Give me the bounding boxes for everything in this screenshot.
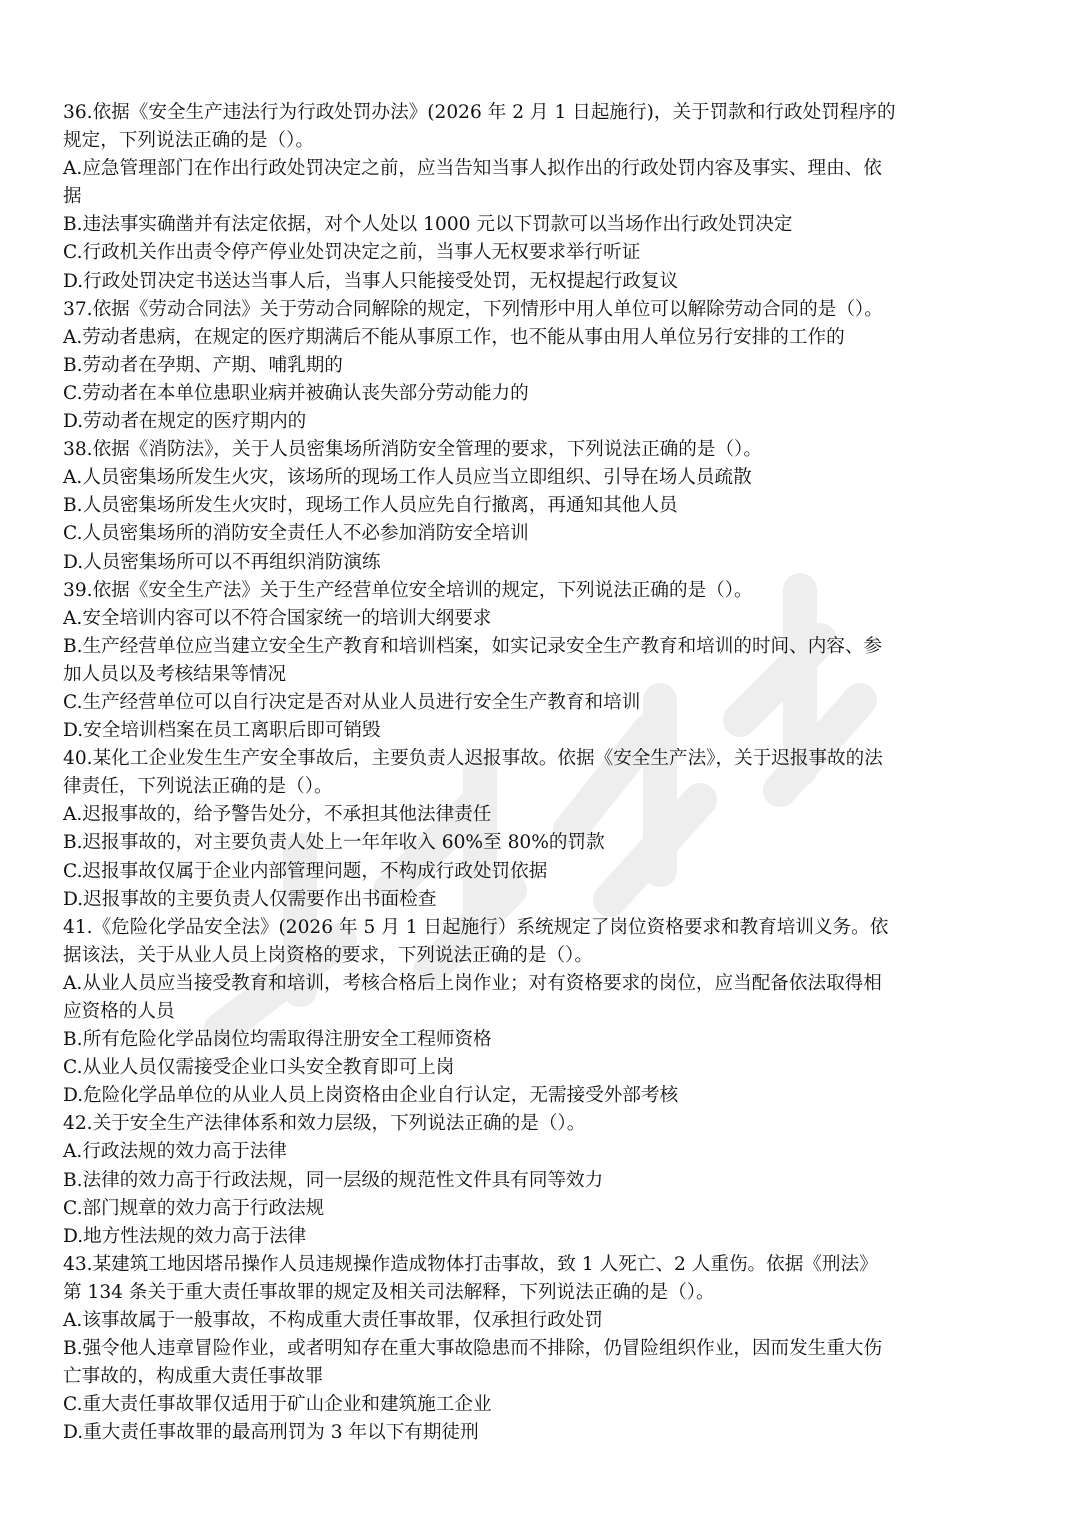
answer-option-line: C.迟报事故仅属于企业内部管理问题，不构成行政处罚依据 — [63, 860, 548, 882]
question-stem-line: 39.依据《安全生产法》关于生产经营单位安全培训的规定，下列说法正确的是（）。 — [63, 579, 753, 601]
question-list — [63, 99, 1023, 1448]
question-stem-line: 36.依据《安全生产违法行为行政处罚办法》(2026 年 2 月 1 日起施行)，关于罚款和行政处罚程序的 — [63, 102, 896, 123]
answer-option-line: C.生产经营单位可以自行决定是否对从业人员进行安全生产教育和培训 — [63, 691, 641, 713]
answer-option-line: 亡事故的，构成重大责任事故罪 — [63, 1366, 324, 1388]
question-block — [63, 99, 1023, 296]
answer-option-line: C.劳动者在本单位患职业病并被确认丧失部分劳动能力的 — [63, 382, 529, 404]
question-stem-line: 规定，下列说法正确的是（）。 — [63, 130, 315, 152]
answer-option-line: A.该事故属于一般事故，不构成重大责任事故罪，仅承担行政处罚 — [63, 1310, 603, 1332]
answer-option-line: A.应急管理部门在作出行政处罚决定之前，应当告知当事人拟作出的行政处罚内容及事实、理由、依 — [63, 158, 882, 180]
question-stem-line: 第 134 条关于重大责任事故罪的规定及相关司法解释，下列说法正确的是（）。 — [63, 1281, 715, 1303]
answer-option-line: D.安全培训档案在员工离职后即可销毁 — [63, 720, 381, 742]
answer-option-line: B.法律的效力高于行政法规，同一层级的规范性文件具有同等效力 — [63, 1169, 604, 1191]
question-block — [63, 745, 1023, 914]
question-stem-line: 43.某建筑工地因塔吊操作人员违规操作造成物体打击事故，致 1 人死亡、2 人重伤。依据《刑法》 — [63, 1253, 878, 1275]
answer-option-line: A.安全培训内容可以不符合国家统一的培训大纲要求 — [63, 607, 492, 629]
question-stem-line: 40.某化工企业发生生产安全事故后，主要负责人迟报事故。依据《安全生产法》，关于迟报事故的法 — [63, 748, 883, 770]
answer-option-line: D.劳动者在规定的医疗期内的 — [63, 411, 307, 433]
answer-option-line: D.危险化学品单位的从业人员上岗资格由企业自行认定，无需接受外部考核 — [63, 1085, 679, 1107]
question-stem-line: 律责任，下列说法正确的是（）。 — [63, 776, 333, 798]
question-stem-line: 据该法，关于从业人员上岗资格的要求，下列说法正确的是（）。 — [63, 944, 593, 966]
answer-option-line: D.重大责任事故罪的最高刑罚为 3 年以下有期徒刑 — [63, 1422, 479, 1444]
question-block — [63, 296, 1023, 436]
answer-option-line: C.重大责任事故罪仅适用于矿山企业和建筑施工企业 — [63, 1394, 492, 1416]
question-stem-line: 37.依据《劳动合同法》关于劳动合同解除的规定，下列情形中用人单位可以解除劳动合同的是（）。 — [63, 298, 883, 320]
question-block — [63, 577, 1023, 746]
answer-option-line: A.行政法规的效力高于法律 — [63, 1141, 287, 1163]
question-block — [63, 914, 1023, 1111]
answer-option-line: A.从业人员应当接受教育和培训，考核合格后上岗作业；对有资格要求的岗位，应当配备依法取得相 — [63, 972, 882, 994]
answer-option-line: C.部门规章的效力高于行政法规 — [63, 1197, 325, 1219]
question-stem-line: 38.依据《消防法》，关于人员密集场所消防安全管理的要求，下列说法正确的是（）。 — [63, 439, 762, 461]
answer-option-line: B.生产经营单位应当建立安全生产教育和培训档案，如实记录安全生产教育和培训的时间、内容、参 — [63, 635, 883, 657]
answer-option-line: B.劳动者在孕期、产期、哺乳期的 — [63, 354, 343, 376]
answer-option-line: 应资格的人员 — [63, 1001, 175, 1022]
answer-option-line: B.人员密集场所发生火灾时，现场工作人员应先自行撤离，再通知其他人员 — [63, 495, 678, 517]
answer-option-line: D.迟报事故的主要负责人仅需要作出书面检查 — [63, 888, 437, 910]
answer-option-line: C.从业人员仅需接受企业口头安全教育即可上岗 — [63, 1057, 455, 1079]
answer-option-line: D.地方性法规的效力高于法律 — [63, 1225, 307, 1247]
question-block — [63, 436, 1023, 576]
question-stem-line: 41.《危险化学品安全法》(2026 年 5 月 1 日起施行）系统规定了岗位资格要求和教育培训义务。依 — [63, 916, 889, 938]
answer-option-line: B.迟报事故的，对主要负责人处上一年年收入 60%至 80%的罚款 — [63, 832, 605, 854]
answer-option-line: D.行政处罚决定书送达当事人后，当事人只能接受处罚，无权提起行政复议 — [63, 270, 679, 292]
answer-option-line: A.劳动者患病，在规定的医疗期满后不能从事原工作，也不能从事由用人单位另行安排的工作的 — [63, 326, 845, 348]
answer-option-line: A.人员密集场所发生火灾，该场所的现场工作人员应当立即组织、引导在场人员疏散 — [63, 467, 752, 489]
answer-option-line: B.强令他人违章冒险作业，或者明知存在重大事故隐患而不排除，仍冒险组织作业，因而发生重大伤 — [63, 1338, 883, 1360]
question-stem-line: 42.关于安全生产法律体系和效力层级，下列说法正确的是（）。 — [63, 1113, 586, 1135]
answer-option-line: 据 — [63, 186, 82, 208]
answer-option-line: C.行政机关作出责令停产停业处罚决定之前，当事人无权要求举行听证 — [63, 242, 641, 264]
question-block — [63, 1251, 1023, 1448]
answer-option-line: D.人员密集场所可以不再组织消防演练 — [63, 551, 381, 573]
question-block — [63, 1110, 1023, 1250]
answer-option-line: B.所有危险化学品岗位均需取得注册安全工程师资格 — [63, 1029, 492, 1051]
answer-option-line: B.违法事实确凿并有法定依据，对个人处以 1000 元以下罚款可以当场作出行政处罚决定 — [63, 214, 793, 236]
answer-option-line: C.人员密集场所的消防安全责任人不必参加消防安全培训 — [63, 523, 529, 545]
answer-option-line: A.迟报事故的，给予警告处分，不承担其他法律责任 — [63, 804, 492, 826]
answer-option-line: 加人员以及考核结果等情况 — [63, 663, 287, 685]
